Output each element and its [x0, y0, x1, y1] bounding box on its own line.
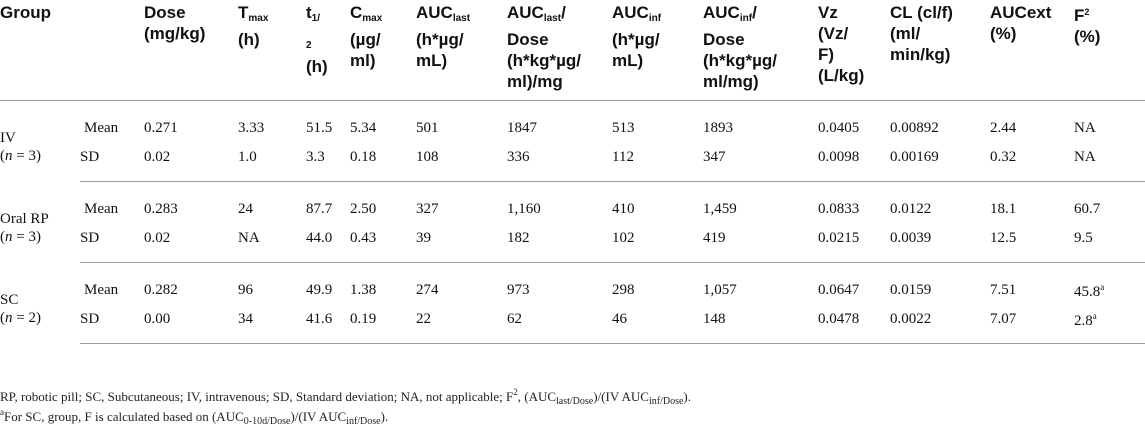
cell-value: 46 — [612, 310, 627, 327]
cell-value: 112 — [612, 148, 634, 165]
value-vz — [814, 223, 886, 263]
value-aucinf — [608, 182, 699, 224]
value-thalf — [302, 182, 346, 224]
stat-label: SD — [80, 223, 140, 263]
cell-value: 5.34 — [350, 119, 377, 136]
cell-value: 0.0098 — [818, 148, 860, 165]
value-dose — [140, 101, 234, 143]
value-cl — [886, 223, 986, 263]
cell-value: 1,160 — [507, 200, 541, 217]
value-auclast-dose — [503, 182, 608, 224]
cell-value: 0.0478 — [818, 310, 860, 327]
cell-value: 0.02 — [144, 148, 171, 165]
cell-value: 0.02 — [144, 229, 171, 246]
value-vz — [814, 142, 886, 182]
cell-value: 0.43 — [350, 229, 377, 246]
cell-value: 44.0 — [306, 229, 333, 246]
value-tmax — [234, 223, 302, 263]
footnote-marker: a — [1100, 282, 1105, 292]
value-thalf — [302, 304, 346, 344]
cell-value: 22 — [416, 310, 431, 327]
cell-value: 336 — [507, 148, 530, 165]
cell-value: 973 — [507, 281, 530, 298]
cell-value: NA — [238, 229, 260, 246]
table-body — [0, 101, 1145, 344]
group-sample-size: (n = 3) — [0, 148, 41, 165]
cell-value: 0.0647 — [818, 281, 860, 298]
value-aucinf — [608, 223, 699, 263]
cell-value: 0.0022 — [890, 310, 932, 327]
value-dose — [140, 182, 234, 224]
cell-value: 0.18 — [350, 148, 377, 165]
value-cl — [886, 304, 986, 344]
value-aucinf — [608, 142, 699, 182]
group-label-cell — [0, 263, 80, 344]
value-auclast — [412, 142, 503, 182]
cell-value: 9.5 — [1074, 229, 1093, 246]
value-aucext — [986, 101, 1070, 143]
cell-value: 0.00169 — [890, 148, 939, 165]
cell-value: 0.271 — [144, 119, 178, 136]
value-f — [1070, 263, 1145, 305]
value-aucinf-dose — [699, 101, 814, 143]
value-vz — [814, 101, 886, 143]
table-row — [0, 223, 1145, 263]
cell-value: 60.7 — [1074, 200, 1101, 217]
cell-value: 41.6 — [306, 310, 333, 327]
cell-value: 274 — [416, 281, 439, 298]
value-cl — [886, 263, 986, 305]
cell-value: 1.38 — [350, 281, 377, 298]
value-auclast-dose — [503, 223, 608, 263]
value-tmax — [234, 142, 302, 182]
n-symbol: n — [5, 310, 13, 326]
value-f — [1070, 142, 1145, 182]
cell-value: 87.7 — [306, 200, 333, 217]
cell-value: 24 — [238, 200, 253, 217]
cell-value: 347 — [703, 148, 726, 165]
value-cmax — [346, 223, 412, 263]
cell-value: 62 — [507, 310, 522, 327]
value-f — [1070, 304, 1145, 344]
cell-value: 51.5 — [306, 119, 333, 136]
cell-value: 3.3 — [306, 148, 325, 165]
footnote-abbreviations: RP, robotic pill; SC, Subcutaneous; IV, intravenous; SD, Standard deviation; NA, not applicable; $F^2$, $(AUC_{last/Dose})/(IV$ $AUC_{inf/Dose}$). — [0, 387, 692, 407]
group-label-cell — [0, 182, 80, 263]
value-tmax — [234, 263, 302, 305]
value-auclast-dose — [503, 263, 608, 305]
value-cl — [886, 142, 986, 182]
cell-value: 2.50 — [350, 200, 377, 217]
cell-value: 2.8 — [1074, 313, 1093, 329]
value-cmax — [346, 263, 412, 305]
value-cmax — [346, 304, 412, 344]
cell-value: NA — [1074, 119, 1096, 136]
value-auclast — [412, 304, 503, 344]
value-auclast — [412, 263, 503, 305]
header-aucext: AUCext (%) — [986, 0, 1070, 101]
table-row — [0, 263, 1145, 305]
value-cl — [886, 101, 986, 143]
cell-value: 102 — [612, 229, 635, 246]
group-name: Oral RP — [0, 211, 49, 227]
group-name: IV — [0, 130, 16, 147]
cell-value: 1847 — [507, 119, 537, 136]
value-aucext — [986, 223, 1070, 263]
cell-value: NA — [1074, 148, 1096, 165]
value-aucinf-dose — [699, 304, 814, 344]
value-aucinf — [608, 304, 699, 344]
cell-value: 182 — [507, 229, 530, 246]
value-aucinf-dose — [699, 263, 814, 305]
group-sample-size: (n = 3) — [0, 229, 41, 245]
value-auclast-dose — [503, 101, 608, 143]
cell-value: 18.1 — [990, 200, 1017, 217]
cell-value: 34 — [238, 310, 253, 327]
cell-value: 0.0039 — [890, 229, 932, 246]
value-dose — [140, 304, 234, 344]
value-auclast-dose — [503, 304, 608, 344]
cell-value: 419 — [703, 229, 726, 246]
cell-value: 0.0215 — [818, 229, 860, 246]
cell-value: 0.283 — [144, 200, 178, 217]
value-cmax — [346, 142, 412, 182]
header-f: $F^2$ (%) — [1070, 0, 1145, 101]
cell-value: 3.33 — [238, 119, 265, 136]
header-vz: Vz (Vz/ F) (L/kg) — [814, 0, 886, 101]
header-dose: Dose (mg/kg) — [140, 0, 234, 101]
stat-label: Mean — [84, 281, 119, 298]
cell-value: 0.32 — [990, 148, 1017, 165]
cell-value: 45.8 — [1074, 284, 1101, 300]
cell-value: 0.0405 — [818, 119, 860, 136]
cell-value: 0.282 — [144, 281, 178, 298]
group-sample-size: (n = 2) — [0, 310, 41, 326]
value-f — [1070, 101, 1145, 143]
value-thalf — [302, 142, 346, 182]
cell-value: 39 — [416, 229, 431, 246]
value-aucext — [986, 142, 1070, 182]
footnote-sc-calculation: $^a$For SC, group, F is calculated based on $(AUC_{0-10d/Dose})/(IV$ $AUC_{inf/Dose}$). — [0, 407, 389, 427]
table-row — [0, 304, 1145, 344]
header-auclast: $AUC_{last}$ (h*µg/ mL) — [412, 0, 503, 101]
value-tmax — [234, 304, 302, 344]
header-row — [0, 0, 1145, 101]
table-row — [0, 182, 1145, 224]
value-auclast — [412, 223, 503, 263]
value-aucinf-dose — [699, 223, 814, 263]
header-group: Group — [0, 0, 140, 101]
value-auclast — [412, 101, 503, 143]
group-label-cell — [0, 101, 80, 182]
cell-value: 501 — [416, 119, 439, 136]
value-dose — [140, 263, 234, 305]
footnote-marker: a — [1092, 311, 1097, 321]
value-auclast — [412, 182, 503, 224]
cell-value: 0.00 — [144, 310, 171, 327]
cell-value: 298 — [612, 281, 635, 298]
value-auclast-dose — [503, 142, 608, 182]
cell-value: 410 — [612, 200, 635, 217]
header-aucinf-dose: $AUC_{inf}/$ Dose (h*kg*µg/ ml/mg) — [699, 0, 814, 101]
value-aucinf-dose — [699, 142, 814, 182]
stat-label: SD — [80, 142, 140, 182]
group-name: SC — [0, 292, 19, 308]
stat-label: SD — [80, 304, 140, 344]
cell-value: 148 — [703, 310, 726, 327]
cell-value: 1893 — [703, 119, 733, 136]
value-vz — [814, 182, 886, 224]
stat-label: Mean — [84, 200, 119, 217]
value-aucext — [986, 182, 1070, 224]
header-tmax: $T_{max}$ (h) — [234, 0, 302, 101]
cell-value: 0.0833 — [818, 200, 860, 217]
header-cl: CL (cl/f) (ml/ min/kg) — [886, 0, 986, 101]
cell-value: 1,057 — [703, 281, 737, 298]
value-thalf — [302, 263, 346, 305]
cell-value: 2.44 — [990, 119, 1017, 136]
value-cmax — [346, 101, 412, 143]
header-auclast-dose: $AUC_{last}/$ Dose (h*kg*µg/ ml)/mg — [503, 0, 608, 101]
cell-value: 0.0122 — [890, 200, 932, 217]
cell-value: 108 — [416, 148, 439, 165]
cell-value: 7.51 — [990, 281, 1017, 298]
cell-value: 49.9 — [306, 281, 333, 298]
value-thalf — [302, 101, 346, 143]
header-aucinf: $AUC_{inf}$ (h*µg/ mL) — [608, 0, 699, 101]
n-symbol: n — [5, 148, 13, 165]
value-vz — [814, 263, 886, 305]
value-tmax — [234, 101, 302, 143]
cell-value: 0.0159 — [890, 281, 932, 298]
value-aucinf-dose — [699, 182, 814, 224]
value-f — [1070, 182, 1145, 224]
stat-label: Mean — [84, 119, 119, 136]
value-dose — [140, 142, 234, 182]
table-row — [0, 142, 1145, 182]
value-tmax — [234, 182, 302, 224]
n-symbol: n — [5, 229, 13, 245]
value-dose — [140, 223, 234, 263]
cell-value: 12.5 — [990, 229, 1017, 246]
cell-value: 0.19 — [350, 310, 377, 327]
header-thalf: $t_{1/}$ $_2$ (h) — [302, 0, 346, 101]
value-cmax — [346, 182, 412, 224]
cell-value: 327 — [416, 200, 439, 217]
table-row — [0, 101, 1145, 143]
cell-value: 96 — [238, 281, 253, 298]
value-f — [1070, 223, 1145, 263]
cell-value: 1.0 — [238, 148, 257, 165]
value-thalf — [302, 223, 346, 263]
cell-value: 1,459 — [703, 200, 737, 217]
value-aucinf — [608, 263, 699, 305]
value-aucinf — [608, 101, 699, 143]
value-cl — [886, 182, 986, 224]
value-aucext — [986, 263, 1070, 305]
cell-value: 513 — [612, 119, 635, 136]
header-cmax: $C_{max}$ (µg/ ml) — [346, 0, 412, 101]
value-vz — [814, 304, 886, 344]
value-aucext — [986, 304, 1070, 344]
cell-value: 7.07 — [990, 310, 1017, 327]
cell-value: 0.00892 — [890, 119, 939, 136]
